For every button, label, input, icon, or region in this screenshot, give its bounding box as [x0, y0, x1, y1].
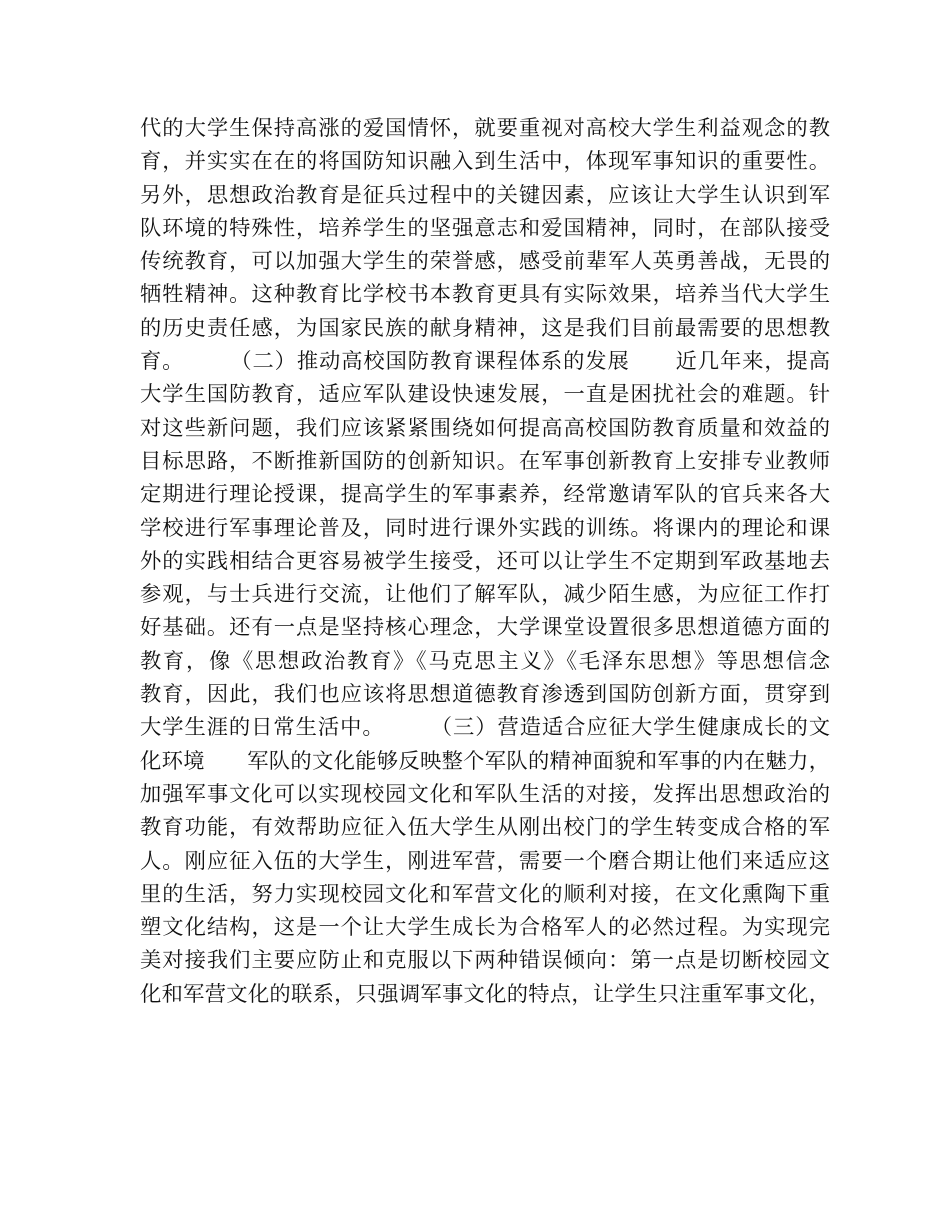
text-line: 化和军营文化的联系，只强调军事文化的特点，让学生只注重军事文化，	[140, 981, 830, 1007]
text-line: 大学生国防教育，适应军队建设快速发展，一直是困扰社会的难题。针	[140, 382, 830, 408]
text-line: 育，并实实在在的将国防知识融入到生活中，体现军事知识的重要性。	[140, 149, 830, 175]
text-line: 代的大学生保持高涨的爱国情怀，就要重视对高校大学生利益观念的教	[140, 116, 830, 141]
body-paragraph	[140, 112, 830, 1011]
text-line: 教育，像《思想政治教育》《马克思主义》《毛泽东思想》等思想信念	[140, 648, 830, 674]
text-line: 对这些新问题，我们应该紧紧围绕如何提高高校国防教育质量和效益的	[140, 415, 830, 441]
text-line: 育。 （二）推动高校国防教育课程体系的发展 近几年来，提高	[140, 349, 830, 375]
text-line: 化环境 军队的文化能够反映整个军队的精神面貌和军事的内在魅力，	[140, 748, 830, 774]
text-line: 塑文化结构，这是一个让大学生成长为合格军人的必然过程。为实现完	[140, 915, 830, 941]
text-line: 另外，思想政治教育是征兵过程中的关键因素，应该让大学生认识到军	[140, 182, 830, 208]
text-line: 学校进行军事理论普及，同时进行课外实践的训练。将课内的理论和课	[140, 515, 830, 541]
text-line: 人。刚应征入伍的大学生，刚进军营，需要一个磨合期让他们来适应这	[140, 848, 830, 874]
text-line: 大学生涯的日常生活中。 （三）营造适合应征大学生健康成长的文	[140, 715, 830, 741]
text-line: 参观，与士兵进行交流，让他们了解军队，减少陌生感，为应征工作打	[140, 582, 830, 608]
text-line: 美对接我们主要应防止和克服以下两种错误倾向：第一点是切断校园文	[140, 948, 830, 974]
text-line: 教育，因此，我们也应该将思想道德教育渗透到国防创新方面，贯穿到	[140, 682, 830, 708]
text-line: 的历史责任感，为国家民族的献身精神，这是我们目前最需要的思想教	[140, 315, 830, 341]
text-line: 队环境的特殊性，培养学生的坚强意志和爱国精神，同时，在部队接受	[140, 215, 830, 241]
text-line: 里的生活，努力实现校园文化和军营文化的顺利对接，在文化熏陶下重	[140, 881, 830, 907]
text-line: 教育功能，有效帮助应征入伍大学生从刚出校门的学生转变成合格的军	[140, 815, 830, 841]
text-line: 定期进行理论授课，提高学生的军事素养，经常邀请军队的官兵来各大	[140, 482, 830, 508]
text-line: 牺牲精神。这种教育比学校书本教育更具有实际效果，培养当代大学生	[140, 282, 830, 308]
text-line: 好基础。还有一点是坚持核心理念，大学课堂设置很多思想道德方面的	[140, 615, 830, 641]
text-line: 外的实践相结合更容易被学生接受，还可以让学生不定期到军政基地去	[140, 548, 830, 574]
text-line: 加强军事文化可以实现校园文化和军队生活的对接，发挥出思想政治的	[140, 781, 830, 807]
text-line: 目标思路，不断推新国防的创新知识。在军事创新教育上安排专业教师	[140, 448, 830, 474]
text-line: 传统教育，可以加强大学生的荣誉感，感受前辈军人英勇善战，无畏的	[140, 249, 830, 275]
